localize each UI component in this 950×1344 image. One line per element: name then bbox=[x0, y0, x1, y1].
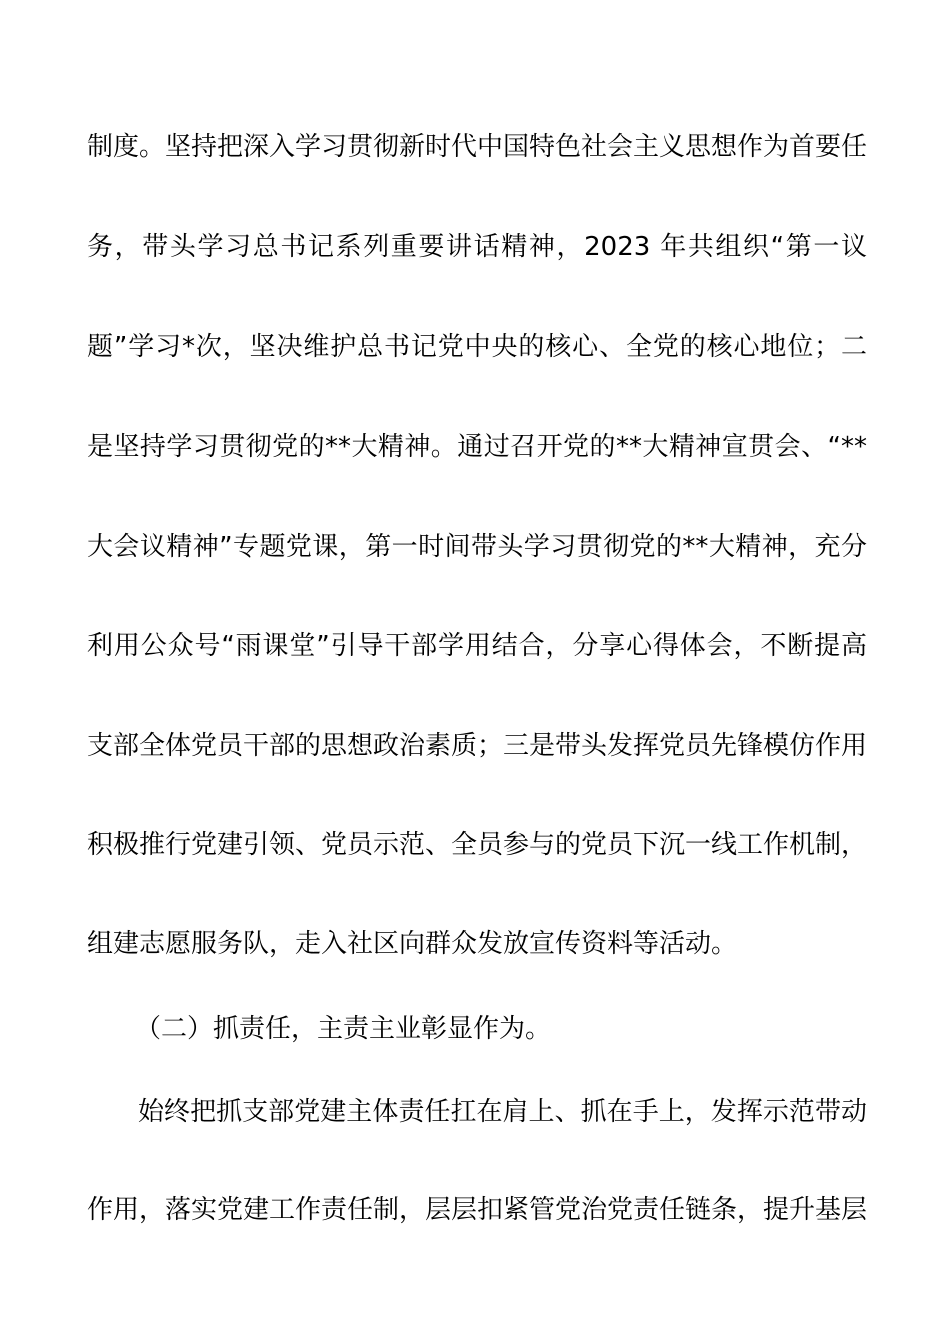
paragraph-line: 题”学习*次，坚决维护总书记党中央的核心、全党的核心地位；二 bbox=[87, 332, 867, 362]
paragraph-line: 支部全体党员干部的思想政治素质；三是带头发挥党员先锋模仿作用 bbox=[87, 731, 867, 761]
paragraph-line: 制度。坚持把深入学习贯彻新时代中国特色社会主义思想作为首要任 bbox=[87, 132, 867, 162]
paragraph-line: 始终把抓支部党建主体责任扛在肩上、抓在手上，发挥示范带动 bbox=[138, 1097, 867, 1127]
paragraph-line: 利用公众号“雨课堂”引导干部学用结合，分享心得体会，不断提高 bbox=[87, 631, 867, 661]
paragraph-line: 是坚持学习贯彻党的**大精神。通过召开党的**大精神宣贯会、“** bbox=[87, 432, 867, 462]
paragraph-line: 大会议精神”专题党课，第一时间带头学习贯彻党的**大精神，充分 bbox=[87, 532, 867, 562]
paragraph-line: 务，带头学习总书记系列重要讲话精神，2023 年共组织“第一议 bbox=[87, 232, 867, 262]
paragraph-line: 组建志愿服务队，走入社区向群众发放宣传资料等活动。 bbox=[87, 929, 738, 959]
section-heading: （二）抓责任，主责主业彰显作为。 bbox=[135, 1014, 552, 1044]
paragraph-line: 作用，落实党建工作责任制，层层扣紧管党治党责任链条，提升基层 bbox=[87, 1195, 867, 1225]
paragraph-line: 积极推行党建引领、党员示范、全员参与的党员下沉一线工作机制， bbox=[87, 830, 867, 860]
